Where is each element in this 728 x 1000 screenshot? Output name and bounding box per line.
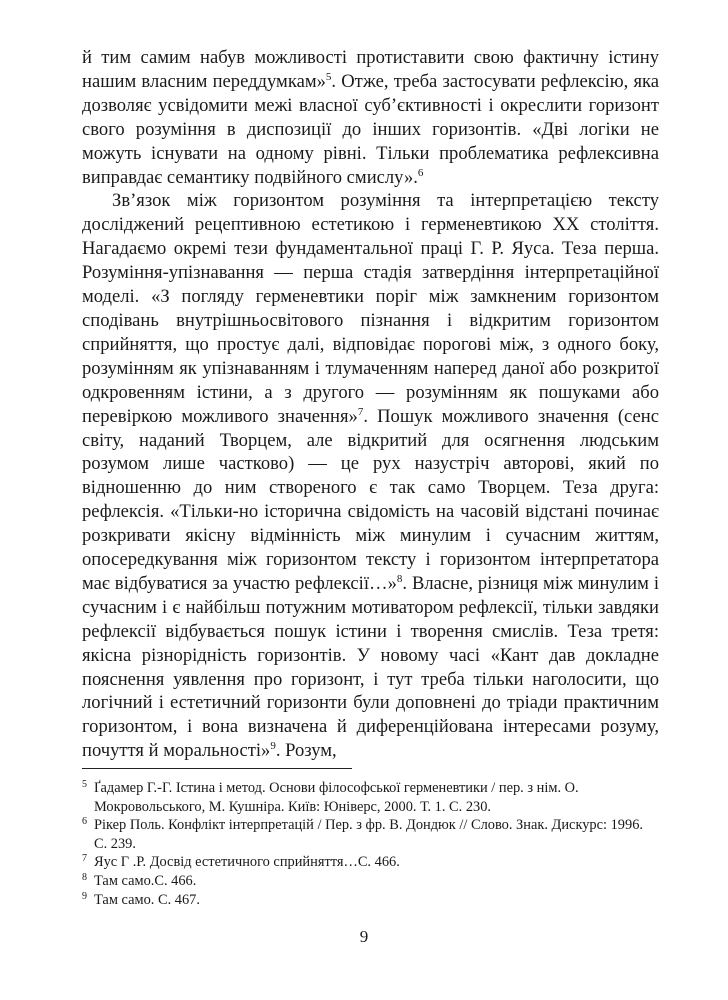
page-number: 9 <box>359 927 369 946</box>
footnote-7 <box>82 853 659 872</box>
footnote-number: 9 <box>82 890 87 902</box>
footnote-divider <box>82 768 352 769</box>
footnote-ref-8[interactable]: 8 <box>396 572 403 585</box>
footnote-5 <box>82 779 659 816</box>
paragraph-2: Зв’язок між горизонтом розуміння та інтерпретацією тексту досліджений рецептивною естетикою і герменевтикою ХХ століття. Нагадаємо окремі тези фундаментальної праці Г. Р. Яуса. Теза перша. Розуміння-упізнавання — перша стадія затвердіння інтерпретаційної моделі. «З погляду герменевтики поріг між замкненим горизонтом сподівань внутрішньосвітового пізнання і відкритим горизонтом сприйняття, що простує далі, відповідає пороговi між, з одного боку, розумінням як упізнаванням і тлумаченням наперед даної або розкритої одкровенням істини, а з другого — розумінням як пошуками або перевіркою можливого значення»$^7$. Пошук можливого значення (сенс світу, наданий Творцем, але відкритий для осягнення людським розумом лише частково) — це рух назустріч авторові, який по відношенню до ним створеного є так само Творцем. Теза друга: рефлексія. «Тільки-но історична свідомість на часовій відстані починає розкривати якісну відмінність між минулим і сучасним життям, опосередкування між горизонтом тексту і горизонтом інтерпретатора має відбуватися за участю рефлексії…»$^8$. Власне, різниця між минулим і сучасним і є найбільш потужним мотиватором рефлексії, тільки завдяки рефлексії відбувається пошук істини і творення смислів. Теза третя: якісна різнорідність горизонтів. У новому часі «Кант дав докладне пояснення уявлення про горизонт, і тут треба тільки наголосити, що логічний і естетичний горизонти були доповнені до тріади практичним горизонтом, і вона визначена й диференційована інтересами розуму, почуття й моральності»$^9$. Розум, <box>82 190 659 762</box>
footnote-number: 8 <box>82 871 87 883</box>
footnote-6 <box>82 816 659 853</box>
footnote-ref-6[interactable]: 6 <box>417 166 424 179</box>
footnote-9 <box>82 891 659 910</box>
footnote-text: Ґадамер Г.-Г. Істина і метод. Основи філософської герменевтики / пер. з нім. О. Мокровольського, М. Кушніра. Київ: Юніверс, 2000. Т. 1. С. 230. <box>94 780 579 815</box>
footnotes <box>82 779 659 909</box>
paragraph-1: й тим самим набув можливості протиставити свою фактичну істину нашим власним переддумкам»$^5$. Отже, треба застосувати рефлексію, яка дозволяє усвідомити межі власної суб’єктивності і окреслити горизонт свого розуміння в диспозиції до інших горизонтів. «Дві логіки не можуть існувати на одному рівні. Тільки проблематика рефлексивна виправдає семантику подвійного смислу».$^6$ <box>82 47 659 188</box>
footnote-number: 7 <box>82 853 87 865</box>
footnote-ref-5[interactable]: 5 <box>325 70 332 83</box>
footnote-number: 5 <box>82 779 87 790</box>
footnote-text: Яус Г .Р. Досвід естетичного сприйняття…С. 466. <box>94 854 400 871</box>
footnote-ref-9[interactable]: 9 <box>270 740 276 753</box>
footnote-text: Рікер Поль. Конфлікт інтерпретацій / Пер. з фр. В. Дондюк // Слово. Знак. Дискурс: 1996. С. 239. <box>94 817 643 852</box>
footnote-number: 6 <box>82 816 87 828</box>
footnote-text: Там само.С. 466. <box>94 872 197 889</box>
footnote-8 <box>82 872 659 891</box>
main-text <box>82 46 659 763</box>
footnote-ref-7[interactable]: 7 <box>357 405 364 418</box>
footnote-text: Там само. С. 467. <box>94 891 200 908</box>
